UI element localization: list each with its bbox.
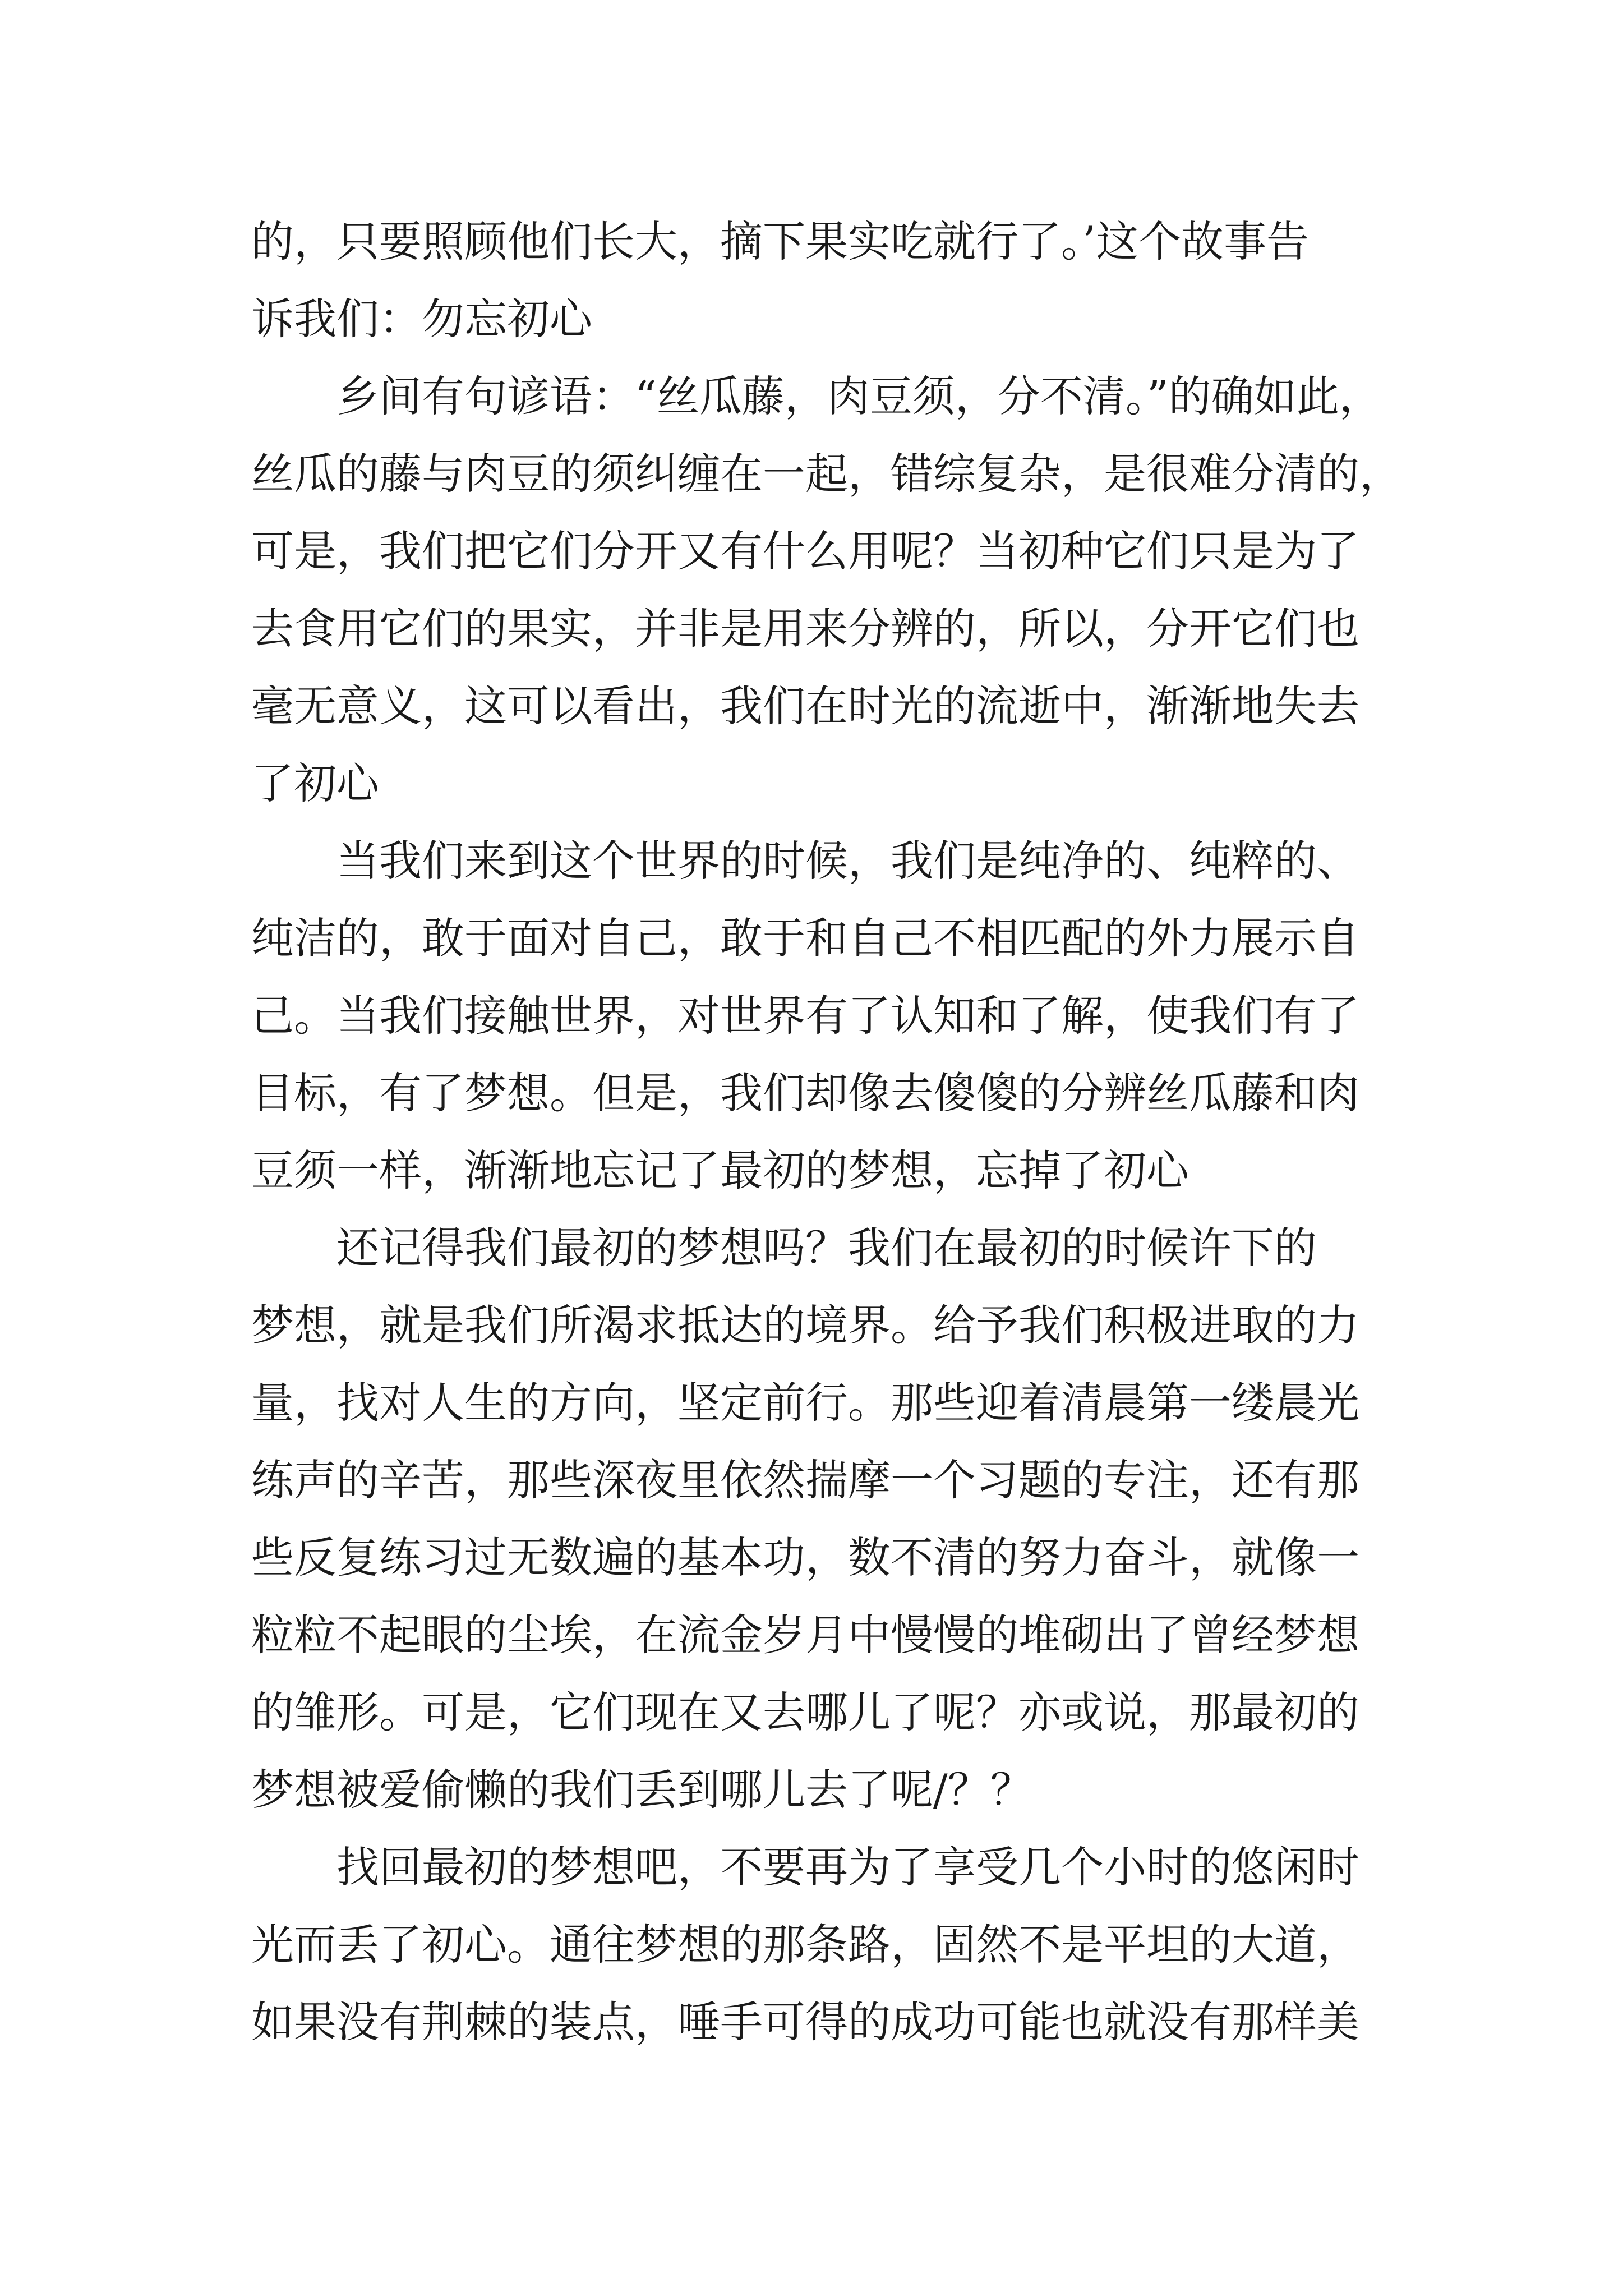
text-line: 豆须一样，渐渐地忘记了最初的梦想，忘掉了初心 [251,1145,1189,1195]
paragraph-first-line: 当我们来到这个世界的时候，我们是纯净的、纯粹的、 [336,836,1359,886]
document-body [251,203,1429,2061]
text-line: 光而丢了初心。通往梦想的那条路，固然不是平坦的大道， [251,1920,1359,1970]
text-line: 去食用它们的果实，并非是用来分辨的，所以，分开它们也 [251,604,1359,654]
text-line: 丝瓜的藤与肉豆的须纠缠在一起，错综复杂，是很难分清的， [251,449,1402,499]
text-line: 毫无意义，这可以看出，我们在时光的流逝中，渐渐地失去 [251,681,1359,731]
text-line: 练声的辛苦，那些深夜里依然揣摩一个习题的专注，还有那 [251,1455,1359,1505]
text-line: 了初心 [251,758,379,808]
text-line: 的雏形。可是，它们现在又去哪儿了呢？亦或说，那最初的 [251,1687,1359,1737]
text-line: 己。当我们接触世界，对世界有了认知和了解，使我们有了 [251,991,1359,1041]
paragraph-first-line: 乡间有句谚语：“丝瓜藤，肉豆须，分不清。”的确如此， [336,371,1382,421]
text-line: 梦想，就是我们所渴求抵达的境界。给予我们积极进取的力 [251,1300,1359,1350]
paragraph-first-line: 还记得我们最初的梦想吗？我们在最初的时候许下的 [336,1223,1317,1273]
text-line: 纯洁的，敢于面对自己，敢于和自己不相匹配的外力展示自 [251,913,1359,963]
paragraph-first-line: 找回最初的梦想吧，不要再为了享受几个小时的悠闲时 [336,1842,1359,1892]
text-line: 诉我们：勿忘初心 [251,294,592,344]
text-line: 些反复练习过无数遍的基本功，数不清的努力奋斗，就像一 [251,1533,1359,1582]
text-line: 的，只要照顾他们长大，摘下果实吃就行了。’这个故事告 [251,217,1310,266]
text-line: 可是，我们把它们分开又有什么用呢？当初种它们只是为了 [251,526,1359,576]
text-line: 梦想被爱偷懒的我们丢到哪儿去了呢/？？ [251,1765,1033,1815]
text-line: 量，找对人生的方向，坚定前行。那些迎着清晨第一缕晨光 [251,1378,1359,1428]
text-line: 粒粒不起眼的尘埃，在流金岁月中慢慢的堆砌出了曾经梦想 [251,1610,1359,1660]
text-line: 如果没有荆棘的装点，唾手可得的成功可能也就没有那样美 [251,1997,1359,2047]
text-line: 目标，有了梦想。但是，我们却像去傻傻的分辨丝瓜藤和肉 [251,1068,1359,1118]
